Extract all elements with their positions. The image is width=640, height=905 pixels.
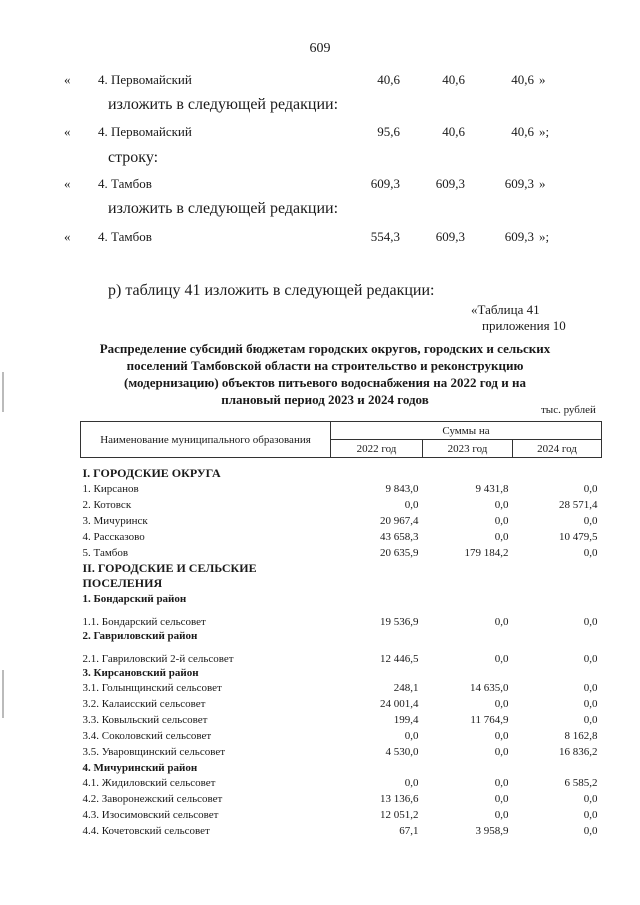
value-2022: 19 536,9 (380, 616, 419, 628)
table-row (81, 680, 602, 696)
value-2022: 199,4 (393, 714, 419, 726)
value-2024: 0,0 (583, 653, 598, 665)
value-2023: 0,0 (494, 515, 509, 527)
value-2024: 0,0 (583, 547, 598, 559)
value-2023: 0,0 (494, 730, 509, 742)
column-header-2023: 2023 год (423, 440, 513, 458)
value-2023: 0,0 (494, 531, 509, 543)
table-row (81, 513, 602, 529)
page-number: 609 (309, 41, 331, 56)
amendment-value-2022: 609,3 (370, 176, 400, 191)
district-heading: 2. Гавриловский район (82, 629, 198, 642)
table-row (81, 529, 602, 545)
table-row (81, 696, 602, 712)
table-row (81, 497, 602, 513)
value-2023: 0,0 (494, 746, 509, 758)
quote-mark: « (64, 124, 71, 139)
value-2024: 0,0 (583, 714, 598, 726)
value-2022: 12 446,5 (380, 653, 419, 665)
value-2022: 24 001,4 (380, 698, 419, 710)
municipality-name: 4.2. Заворонежский сельсовет (82, 793, 223, 805)
table-row (81, 791, 602, 807)
value-2022: 20 635,9 (380, 547, 419, 559)
value-2022: 4 530,0 (385, 746, 419, 758)
value-2022: 0,0 (404, 777, 419, 789)
value-2023: 0,0 (494, 616, 509, 628)
column-header-sums: Суммы на (331, 422, 602, 440)
value-2023: 179 184,2 (464, 547, 509, 559)
amendment-value-2022: 554,3 (370, 229, 400, 244)
quote-end: »; (539, 229, 550, 244)
value-2024: 0,0 (583, 793, 598, 805)
value-2022: 0,0 (404, 730, 419, 742)
value-2024: 8 162,8 (564, 730, 598, 742)
value-2024: 0,0 (583, 616, 598, 628)
table-row (81, 728, 602, 744)
value-2022: 43 658,3 (380, 531, 419, 543)
value-2024: 0,0 (583, 483, 598, 495)
municipality-name: 1. Кирсанов (82, 483, 139, 495)
amendment-name: 4. Первомайский (98, 72, 192, 87)
amendment-name: 4. Первомайский (98, 124, 192, 139)
value-2022: 0,0 (404, 499, 419, 511)
value-2023: 14 635,0 (470, 682, 509, 694)
quote-mark: « (64, 176, 71, 191)
value-2023: 0,0 (494, 793, 509, 805)
municipality-name: 3.2. Калаисский сельсовет (82, 698, 206, 710)
municipality-name: 3.5. Уваровщинский сельсовет (82, 746, 226, 758)
value-2024: 0,0 (583, 515, 598, 527)
scan-edge-mark (2, 372, 4, 412)
municipality-name: 3.4. Соколовский сельсовет (82, 730, 212, 742)
table-row (81, 807, 602, 823)
table-row (81, 643, 602, 665)
value-2022: 248,1 (393, 682, 419, 694)
amendment-name: 4. Тамбов (98, 229, 152, 244)
amendment-value-2024: 609,3 (504, 176, 534, 191)
scan-edge-mark (2, 670, 4, 718)
quote-end: » (539, 72, 546, 87)
value-2023: 11 764,9 (470, 714, 509, 726)
municipality-name: 2.1. Гавриловский 2-й сельсовет (82, 653, 234, 665)
subsidy-table (80, 421, 602, 839)
amendment-value-2024: 40,6 (511, 72, 534, 87)
value-2023: 3 958,9 (475, 825, 509, 837)
quote-mark: « (64, 72, 71, 87)
value-2022: 20 967,4 (380, 515, 419, 527)
value-2024: 28 571,4 (559, 499, 598, 511)
column-header-name: Наименование муниципального образования (81, 422, 331, 458)
value-2024: 10 479,5 (559, 531, 598, 543)
section-heading: II. ГОРОДСКИЕ И СЕЛЬСКИЕ (82, 561, 257, 575)
municipality-name: 4.4. Кочетовский сельсовет (82, 825, 210, 837)
clause-text: р) таблицу 41 изложить в следующей редакции: (108, 282, 435, 299)
value-2024: 16 836,2 (559, 746, 598, 758)
quote-mark: « (64, 229, 71, 244)
amendment-value-2022: 95,6 (377, 124, 400, 139)
table-reference-appendix: приложения 10 (482, 318, 566, 333)
value-2022: 13 136,6 (380, 793, 419, 805)
column-header-2024: 2024 год (513, 440, 602, 458)
table-row (81, 775, 602, 791)
title-line: Распределение субсидий бюджетам городских округов, городских и сельских (99, 341, 551, 356)
amendment-name: 4. Тамбов (98, 176, 152, 191)
municipality-name: 3.3. Ковыльский сельсовет (82, 714, 208, 726)
municipality-name: 4.1. Жидиловский сельсовет (82, 777, 216, 789)
value-2024: 6 585,2 (564, 777, 598, 789)
value-2023: 0,0 (494, 698, 509, 710)
amendment-instruction: изложить в следующей редакции: (108, 96, 339, 113)
value-2024: 0,0 (583, 698, 598, 710)
amendment-value-2024: 40,6 (511, 124, 534, 139)
amendment-value-2023: 609,3 (435, 229, 465, 244)
district-heading: 4. Мичуринский район (82, 761, 198, 774)
municipality-name: 4.3. Изосимовский сельсовет (82, 809, 219, 821)
value-2023: 0,0 (494, 653, 509, 665)
amendment-value-2023: 609,3 (435, 176, 465, 191)
amendment-value-2022: 40,6 (377, 72, 400, 87)
amendment-value-2023: 40,6 (442, 124, 465, 139)
table-row (81, 744, 602, 760)
table-row (81, 823, 602, 839)
value-2023: 0,0 (494, 777, 509, 789)
district-heading: 3. Кирсановский район (82, 666, 199, 679)
district-heading: 1. Бондарский район (82, 592, 187, 605)
table-reference: «Таблица 41 (471, 302, 540, 317)
value-2023: 0,0 (494, 499, 509, 511)
amendment-value-2024: 609,3 (504, 229, 534, 244)
value-2024: 0,0 (583, 682, 598, 694)
value-2023: 0,0 (494, 809, 509, 821)
table-title (90, 340, 560, 408)
table-row (81, 481, 602, 497)
section-heading: I. ГОРОДСКИЕ ОКРУГА (82, 466, 221, 480)
amendment-instruction: изложить в следующей редакции: (108, 200, 339, 217)
table-row (81, 712, 602, 728)
municipality-name: 3.1. Голынщинский сельсовет (82, 682, 222, 694)
table-row (81, 606, 602, 628)
quote-end: » (539, 176, 546, 191)
municipality-name: 2. Котовск (82, 499, 132, 511)
amendment-value-2023: 40,6 (442, 72, 465, 87)
table-row (81, 545, 602, 561)
table-body (81, 458, 602, 840)
column-header-2022: 2022 год (331, 440, 423, 458)
municipality-name: 4. Рассказово (82, 531, 145, 543)
value-2023: 9 431,8 (475, 483, 509, 495)
municipality-name: 5. Тамбов (82, 547, 129, 559)
quote-end: »; (539, 124, 550, 139)
value-2024: 0,0 (583, 825, 598, 837)
value-2022: 67,1 (399, 825, 419, 837)
municipality-name: 3. Мичуринск (82, 515, 148, 527)
value-2022: 9 843,0 (385, 483, 419, 495)
section-heading: ПОСЕЛЕНИЯ (82, 576, 163, 590)
municipality-name: 1.1. Бондарский сельсовет (82, 616, 206, 628)
title-line: (модернизацию) объектов питьевого водоснабжения на 2022 год и на (124, 375, 526, 390)
amendment-instruction: строку: (108, 149, 159, 166)
value-2022: 12 051,2 (380, 809, 419, 821)
title-line: плановый период 2023 и 2024 годов (221, 392, 429, 407)
units-label: тыс. рублей (541, 404, 596, 416)
value-2024: 0,0 (583, 809, 598, 821)
title-line: поселений Тамбовской области на строительство и реконструкцию (126, 358, 524, 373)
